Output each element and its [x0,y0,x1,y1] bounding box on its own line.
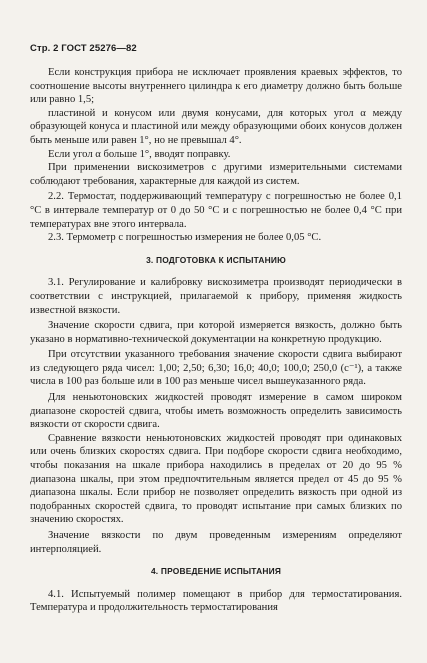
paragraph: 4.1. Испытуемый полимер помещают в прибор для термостатирования. Температура и продолжительность термостатирования [30,588,402,614]
paragraph: Сравнение вязкости неньютоновских жидкостей проводят при одинаковых или очень близких скоростях сдвига. При подборе скорости сдвига необходимо, чтобы показания на шкале прибора находились в пределах от 20 до 95 % диапазона шкалы, при этом предпочтительным является предел от 45 до 95 % диапазона шкалы. Если прибор не позволяет определить вязкость при одной из подобранных скоростей сдвига, то проводят испытание при самых близких по значению скоростях. [30,432,402,526]
paragraph: 2.3. Термометр с погрешностью измерения не более 0,05 °С. [48,232,322,244]
paragraph: 2.2. Термостат, поддерживающий температуру с погрешностью не более 0,1 °С в интервале температур от 0 до 50 °С и с погрешностью не более 0,4 °С при температурах вне этого интервала. [30,191,402,230]
document-body [30,66,402,615]
paragraph: Значение скорости сдвига, при которой измеряется вязкость, должно быть указано в нормативно-технической документации на конкретную продукцию. [30,320,402,345]
paragraph: 3.1. Регулирование и калибровку вискозиметра производят периодически в соответствии с инструкцией, прилагаемой к прибору, применяя жидкость известной вязкости. [30,277,402,316]
paragraph: пластиной и конусом или двумя конусами, для которых угол α между образующей конуса и пластиной или между образующими обоих конусов должен быть меньше или равен 1°, но не превышал 4°. [30,107,402,146]
section-title: 4. ПРОВЕДЕНИЕ ИСПЫТАНИЯ [150,566,282,577]
paragraph: Для неньютоновских жидкостей проводят измерение в самом широком диапазоне скоростей сдвига, чтобы иметь возможность определить зависимость вязкости от скорости сдвига. [30,392,402,431]
page-header: Стр. 2 ГОСТ 25276—82 [30,43,137,54]
paragraph: Если угол α больше 1°, вводят поправку. [48,148,231,160]
paragraph: При применении вискозиметров с другими измерительными системами соблюдают требования, характерные для каждой из систем. [30,162,402,187]
paragraph: При отсутствии указанного требования значение скорости сдвига выбирают из следующего ряда чисел: 1,00; 2,50; 6,30; 16,0; 40,0; 100,0; 250,0 (с⁻¹), а также числа в 100 раз больше или в 100 раз меньше чисел вышеуказанного ряда. [30,349,402,388]
paragraph: Если конструкция прибора не исключает проявления краевых эффектов, то соотношение высоты внутреннего цилиндра к его диаметру должно быть больше или равно 1,5; [30,67,402,106]
paragraph: Значение вязкости по двум проведенным измерениям определяют интерполяцией. [30,530,402,555]
section-title: 3. ПОДГОТОВКА К ИСПЫТАНИЮ [146,254,286,265]
